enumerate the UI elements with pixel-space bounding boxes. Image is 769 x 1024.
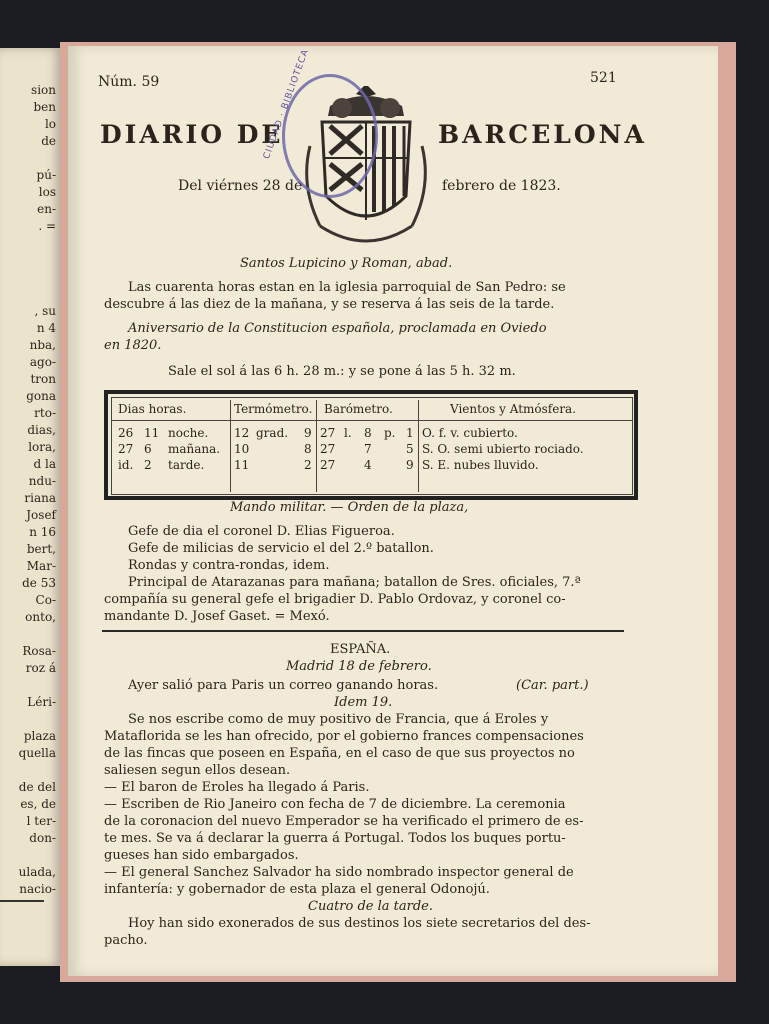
left-page-fragment: [0, 48, 62, 966]
news-dateline: Madrid 18 de febrero.: [286, 659, 432, 674]
left-page-line: d la: [33, 457, 56, 471]
weather-table: [104, 390, 638, 500]
left-page-rule: [0, 900, 44, 902]
left-page-line: , su: [34, 304, 56, 318]
military-line: Gefe de milicias de servicio el del 2.º batallon.: [128, 541, 434, 556]
weather-temp: 11: [234, 458, 250, 472]
weather-period: mañana.: [168, 442, 221, 456]
left-page-line: Rosa-: [22, 644, 56, 658]
left-page-line: Co-: [35, 593, 56, 607]
weather-baro-p: p.: [384, 426, 396, 440]
weather-temp: 10: [234, 442, 250, 456]
left-page-line: riana: [24, 491, 56, 505]
news-line: — El baron de Eroles ha llegado á Paris.: [104, 780, 370, 795]
left-page-line: sion: [31, 83, 56, 97]
left-page-line: lora,: [28, 440, 56, 454]
news-afternoon-heading: Cuatro de la tarde.: [308, 899, 433, 914]
weather-col-divider: [316, 400, 317, 492]
left-page-line: n 4: [36, 321, 56, 335]
left-page-line: nacio-: [19, 882, 56, 896]
weather-day: 27: [118, 442, 134, 456]
masthead-right: BARCELONA: [438, 120, 647, 149]
left-page-line: don-: [29, 831, 56, 845]
weather-baro-frac: 5: [406, 442, 414, 456]
newspaper-page: [68, 46, 718, 976]
military-line: mandante D. Josef Gaset. = Mexó.: [104, 609, 330, 624]
news-line: infantería: y gobernador de esta plaza el general Odonojú.: [104, 882, 490, 897]
news-final-line: Hoy han sido exonerados de sus destinos los siete secretarios del des-: [128, 916, 591, 931]
left-page-line: ulada,: [18, 865, 56, 879]
left-page-line: de: [41, 134, 56, 148]
masthead-left: DIARIO DE: [100, 120, 284, 149]
section-rule: [102, 630, 624, 632]
anniversary-line-2: en 1820.: [104, 338, 162, 353]
weather-header-winds: Vientos y Atmósfera.: [450, 402, 577, 416]
left-page-line: lo: [44, 117, 56, 131]
weather-period: tarde.: [168, 458, 205, 472]
weather-header-days: Dias horas.: [118, 402, 187, 416]
page-number: 521: [590, 70, 617, 86]
anniversary-line-1: Aniversario de la Constitucion española, proclamada en Oviedo: [128, 321, 547, 336]
stamp-text: CIUDAD · BIBLIOTECA: [261, 47, 312, 161]
left-page-line: ago-: [29, 355, 56, 369]
military-line: Principal de Atarazanas para mañana; batallon de Sres. oficiales, 7.ª: [128, 575, 581, 590]
weather-baro-unit: l.: [344, 426, 352, 440]
news-line: de la coronacion del nuevo Emperador se ha verificado el primero de es-: [104, 814, 584, 829]
news-line: — Escriben de Rio Janeiro con fecha de 7 de diciembre. La ceremonia: [104, 797, 566, 812]
weather-temp-frac: 9: [304, 426, 312, 440]
date-left: Del viérnes 28 de: [178, 178, 303, 194]
left-page-line: l ter-: [26, 814, 56, 828]
weather-wind: S. E. nubes lluvido.: [422, 458, 539, 472]
left-page-line: los: [38, 185, 56, 199]
weather-baro-lines: 8: [364, 426, 372, 440]
weather-table-header-rule: [112, 420, 632, 421]
weather-temp-unit: grad.: [256, 426, 289, 440]
weather-wind: O. f. v. cubierto.: [422, 426, 518, 440]
weather-baro-lines: 4: [364, 458, 372, 472]
left-page-line: n 16: [29, 525, 56, 539]
weather-hour: 11: [144, 426, 160, 440]
news-line: te mes. Se va á declarar la guerra á Portugal. Todos los buques portu-: [104, 831, 566, 846]
left-page-line: de 53: [22, 576, 56, 590]
weather-header-thermometer: Termómetro.: [234, 402, 313, 416]
news-line: — El general Sanchez Salvador ha sido nombrado inspector general de: [104, 865, 574, 880]
military-line: Gefe de dia el coronel D. Elias Figueroa.: [128, 524, 395, 539]
weather-temp: 12: [234, 426, 250, 440]
section-heading: ESPAÑA.: [330, 642, 391, 657]
left-page-line: en-: [37, 202, 56, 216]
weather-hour: 2: [144, 458, 152, 472]
weather-period: noche.: [168, 426, 209, 440]
news-line: gueses han sido embargados.: [104, 848, 299, 863]
weather-header-barometer: Barómetro.: [324, 402, 393, 416]
left-page-line: tron: [30, 372, 56, 386]
news-source: (Car. part.): [516, 678, 589, 693]
left-page-line: quella: [18, 746, 56, 760]
weather-baro-frac: 9: [406, 458, 414, 472]
weather-baro-lines: 7: [364, 442, 372, 456]
news-first-line: Ayer salió para Paris un correo ganando horas.: [128, 678, 439, 693]
left-page-line: gona: [26, 389, 56, 403]
left-page-line: . =: [38, 219, 56, 233]
left-page-line: roz á: [25, 661, 56, 675]
military-line: compañía su general gefe el brigadier D. Pablo Ordovaz, y coronel co-: [104, 592, 566, 607]
weather-baro: 27: [320, 458, 336, 472]
left-page-line: onto,: [25, 610, 56, 624]
left-page-line: nba,: [29, 338, 56, 352]
forty-hours-line-2: descubre á las diez de la mañana, y se reserva á las seis de la tarde.: [104, 297, 555, 312]
sunrise-sunset: Sale el sol á las 6 h. 28 m.: y se pone á las 5 h. 32 m.: [168, 364, 516, 379]
weather-temp-frac: 2: [304, 458, 312, 472]
left-page-line: dias,: [27, 423, 56, 437]
weather-col-divider: [230, 400, 231, 492]
military-line: Rondas y contra-rondas, idem.: [128, 558, 330, 573]
left-page-line: ben: [33, 100, 56, 114]
left-page-line: Léri-: [27, 695, 56, 709]
left-page-line: plaza: [23, 729, 56, 743]
left-page-line: de del: [18, 780, 56, 794]
weather-baro: 27: [320, 426, 336, 440]
news-final-line: pacho.: [104, 933, 148, 948]
weather-col-divider: [418, 400, 419, 492]
left-page-line: rto-: [34, 406, 56, 420]
issue-number: Núm. 59: [98, 74, 160, 90]
news-line: saliesen segun ellos desean.: [104, 763, 291, 778]
weather-baro: 27: [320, 442, 336, 456]
weather-wind: S. O. semi ubierto rociado.: [422, 442, 584, 456]
weather-baro-frac: 1: [406, 426, 414, 440]
left-page-line: bert,: [26, 542, 56, 556]
left-page-line: ndu-: [28, 474, 56, 488]
left-page-line: Mar-: [26, 559, 56, 573]
saints-of-day: Santos Lupicino y Roman, abad.: [240, 256, 453, 271]
news-idem: Idem 19.: [334, 695, 393, 710]
military-heading: Mando militar. — Orden de la plaza,: [230, 500, 469, 515]
left-page-line: Josef: [26, 508, 56, 522]
news-line: Mataflorida se les han ofrecido, por el gobierno frances compensaciones: [104, 729, 584, 744]
weather-day: id.: [118, 458, 134, 472]
left-page-line: es, de: [20, 797, 56, 811]
date-right: febrero de 1823.: [442, 178, 561, 194]
weather-day: 26: [118, 426, 134, 440]
news-line: Se nos escribe como de muy positivo de Francia, que á Eroles y: [128, 712, 549, 727]
left-page-line: pú-: [36, 168, 56, 182]
weather-hour: 6: [144, 442, 152, 456]
weather-temp-frac: 8: [304, 442, 312, 456]
news-line: de las fincas que poseen en España, en el caso de que sus proyectos no: [104, 746, 575, 761]
forty-hours-line-1: Las cuarenta horas estan en la iglesia parroquial de San Pedro: se: [128, 280, 566, 295]
